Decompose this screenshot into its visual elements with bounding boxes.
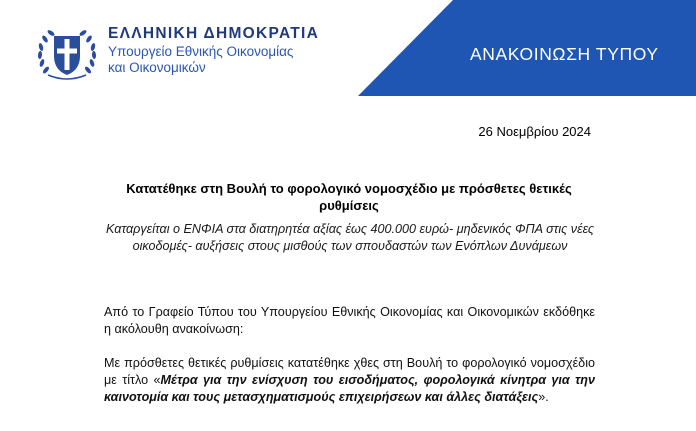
document-subtitle: Καταργείται ο ΕΝΦΙΑ στα διατηρητέα αξίας έως 400.000 ευρώ- μηδενικός ΦΠΑ στις νέες οικοδομές- αυξήσεις στους μισθούς των σπουδαστών των Ενόπλων Δυνάμεων <box>106 222 594 253</box>
ministry-name-line2: και Οικονομικών <box>108 60 206 75</box>
document-date: 26 Νοεμβρίου 2024 <box>478 124 591 139</box>
paragraph-body-start: Με πρόσθετες θετικές ρυθμίσεις κατατέθηκε χθες στη Βουλή το φορολογικό νομοσχέδιο με τίτλο « <box>104 356 595 387</box>
greek-state-emblem-icon <box>36 26 98 84</box>
paragraph-body <box>104 355 595 406</box>
paragraph-body-end: ». <box>538 390 549 404</box>
republic-name: ΕΛΛΗΝΙΚΗ ΔΗΜΟΚΡΑΤΙΑ <box>108 25 320 42</box>
document-title: Κατατέθηκε στη Βουλή το φορολογικό νομοσχέδιο με πρόσθετες θετικές ρυθμίσεις <box>126 181 572 213</box>
ministry-block <box>108 24 319 76</box>
ministry-name-line1: Υπουργείο Εθνικής Οικονομίας <box>108 44 294 59</box>
page-header <box>0 0 696 96</box>
banner-title: ΑΝΑΚΟΙΝΩΣΗ ΤΥΠΟΥ <box>470 44 659 64</box>
paragraph-intro: Από το Γραφείο Τύπου του Υπουργείου Εθνικής Οικονομίας και Οικονομικών εκδόθηκε η ακόλουθη ανακοίνωση: <box>104 305 595 336</box>
bill-title: Μέτρα για την ενίσχυση του εισοδήματος, φορολογικά κίνητρα για την καινοτομία και τους μετασχηματισμούς επιχειρήσεων και άλλες διατάξεις <box>104 373 595 404</box>
